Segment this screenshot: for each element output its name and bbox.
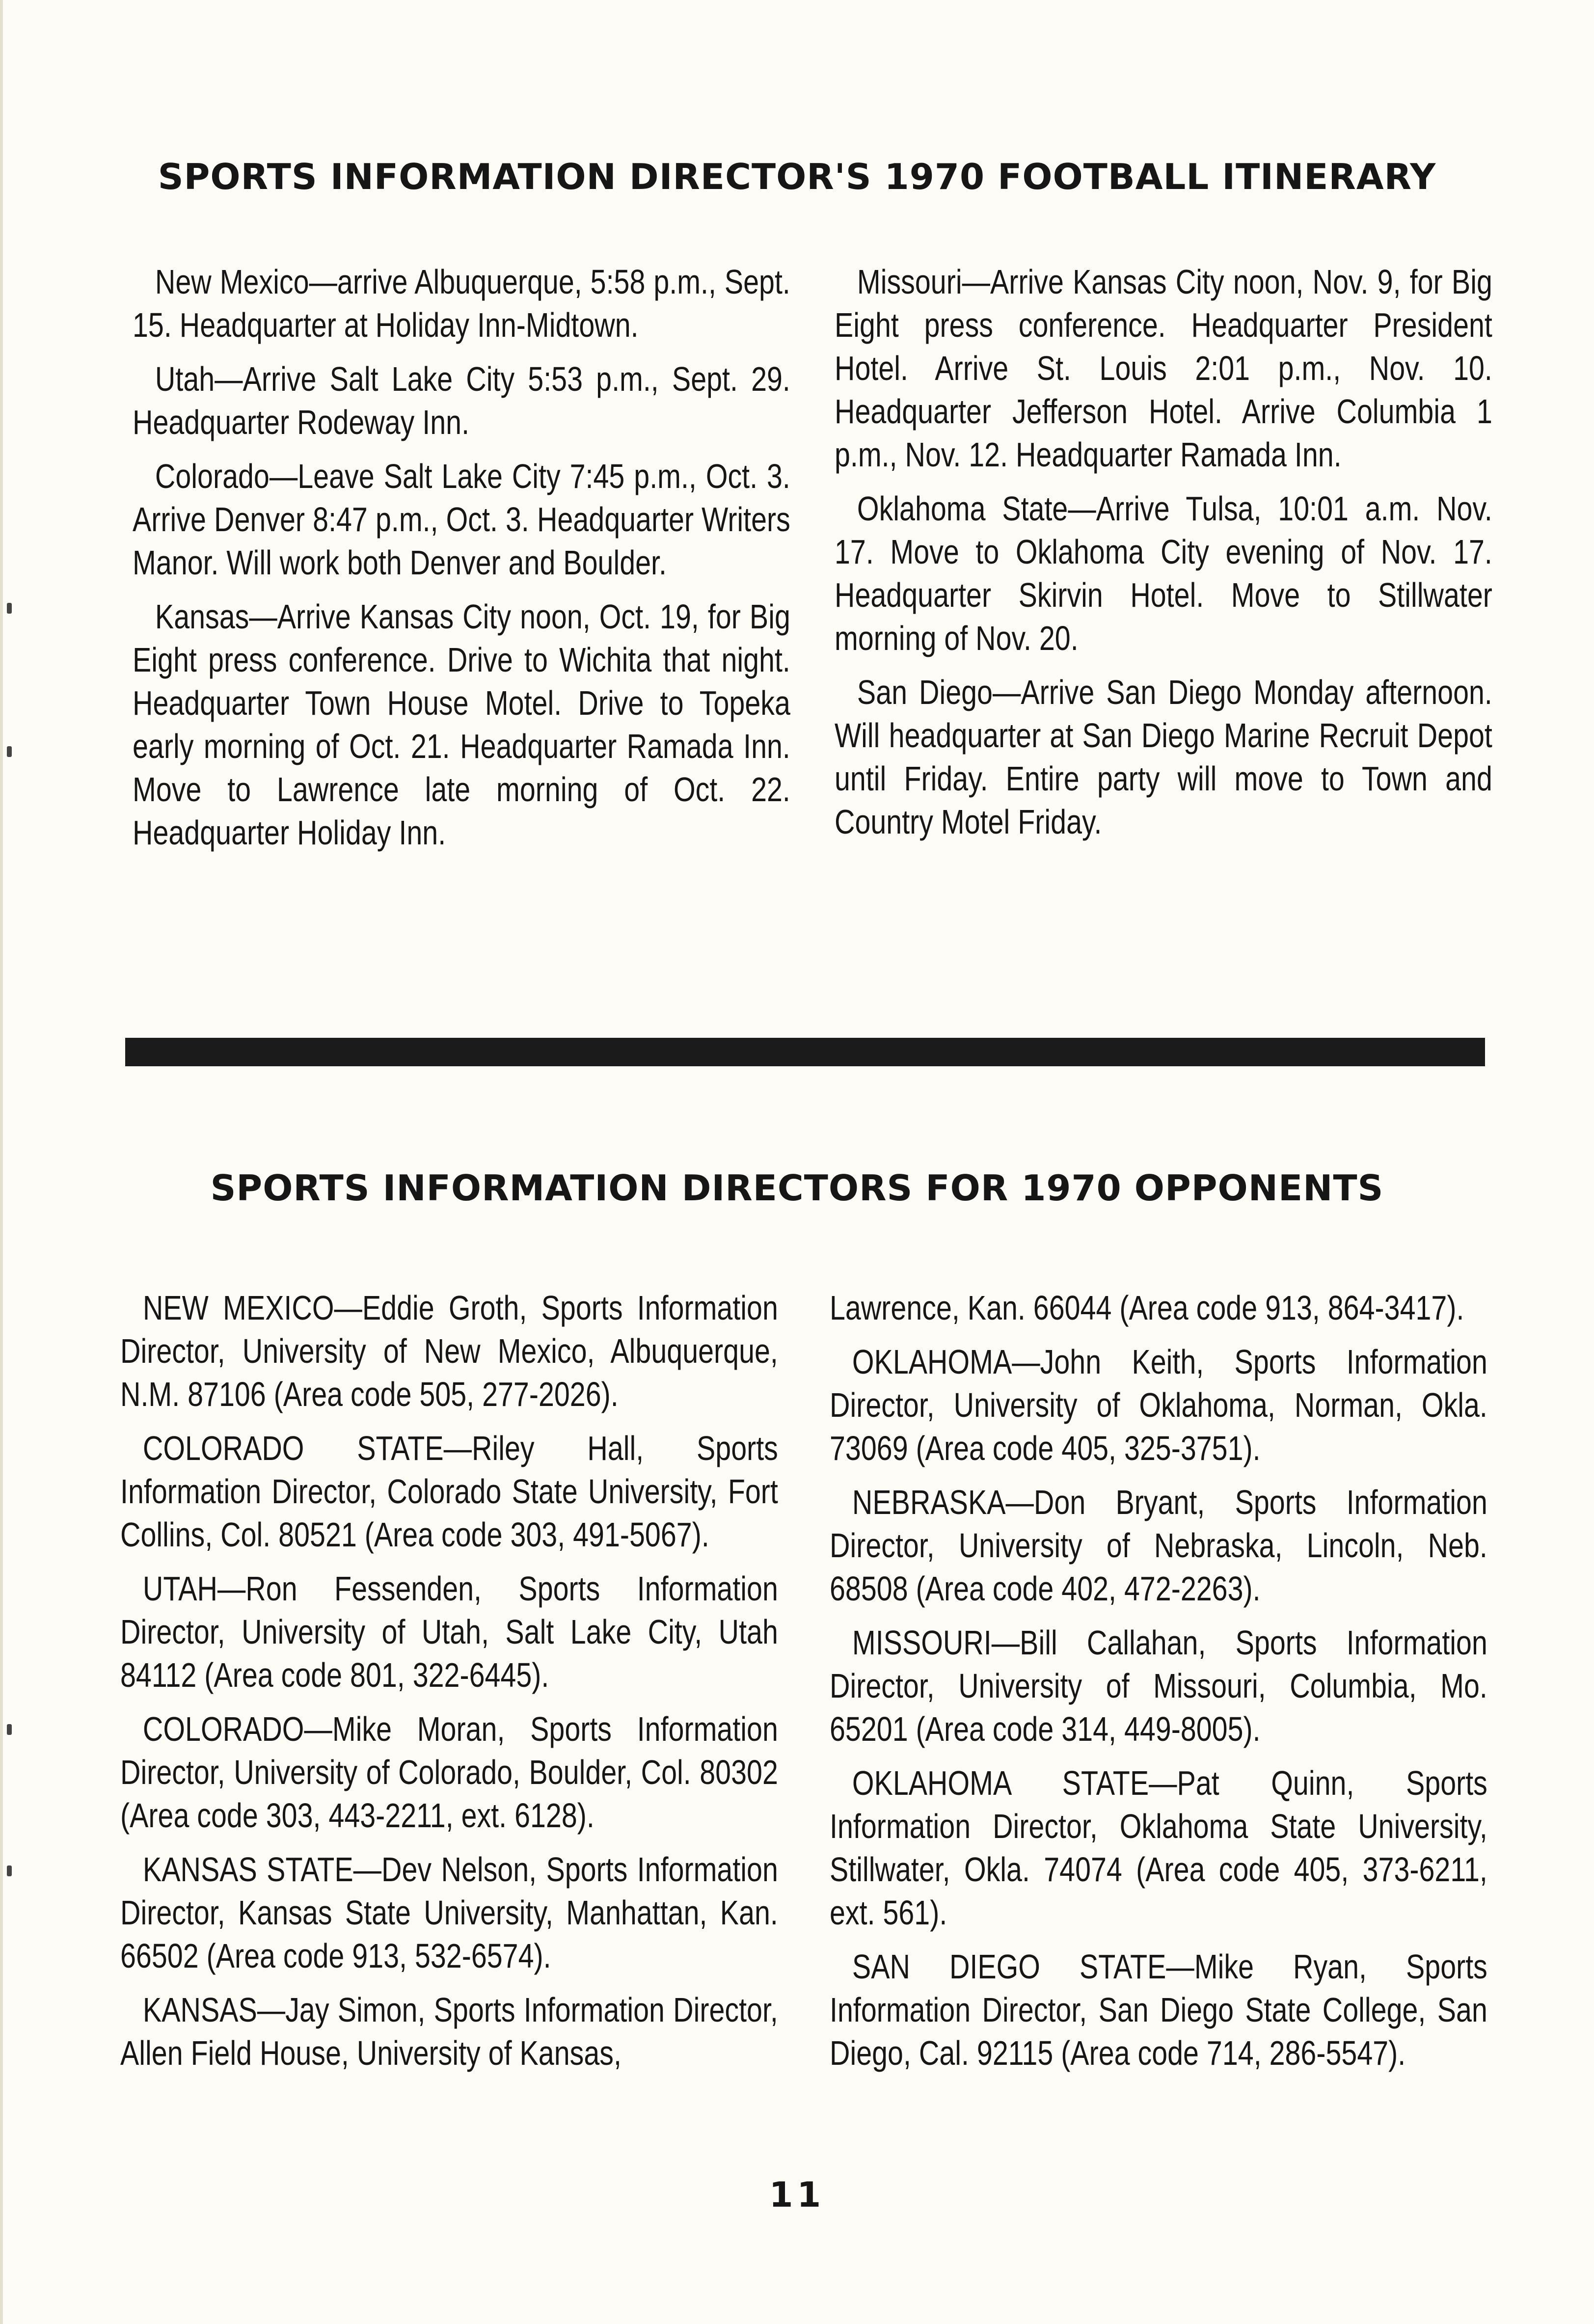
itinerary-paragraph-kansas: Kansas—Arrive Kansas City noon, Oct. 19, for Big Eight press conference. Drive to Wichita that night. Headquarter Town House Motel. Drive to Topeka early morning of Oct. 21. Headquarter Ramada Inn. Move to Lawrence late morning of Oct. 22. Headquarter Holiday Inn. [133,597,790,852]
opponent-entry-kansas-state: KANSAS STATE—Dev Nelson, Sports Information Director, Kansas State University, Manhattan, Kan. 66502 (Area code 913, 532-6574). [120,1850,778,1975]
itinerary-paragraph-san-diego: San Diego—Arrive San Diego Monday afternoon. Will headquarter at San Diego Marine Recruit Depot until Friday. Entire party will move to Town and Country Motel Friday. [835,673,1492,841]
opponent-entry-kansas: KANSAS—Jay Simon, Sports Information Director, Allen Field House, University of Kansas, [120,1991,778,2072]
opponents-title: SPORTS INFORMATION DIRECTORS FOR 1970 OPPONENTS [210,1167,1384,1209]
opponents-left-column [120,1286,778,2085]
binding-mark [7,1724,12,1735]
opponent-entry-oklahoma: OKLAHOMA—John Keith, Sports Information Director, University of Oklahoma, Norman, Okla. 73069 (Area code 405, 325-3751). [830,1343,1487,1467]
binding-mark [7,603,12,614]
binding-mark [7,1865,12,1876]
opponent-entry-colorado: COLORADO—Mike Moran, Sports Information Director, University of Colorado, Boulder, Col. 80302 (Area code 303, 443-2211, ext. 6128). [120,1710,778,1835]
page-spine [0,0,3,2324]
itinerary-right-column [835,260,1492,854]
itinerary-paragraph-utah: Utah—Arrive Salt Lake City 5:53 p.m., Sept. 29. Headquarter Rodeway Inn. [133,360,790,441]
binding-mark [7,746,12,757]
opponent-entry-nebraska: NEBRASKA—Don Bryant, Sports Information Director, University of Nebraska, Lincoln, Neb. 68508 (Area code 402, 472-2263). [830,1483,1487,1608]
opponent-entry-san-diego-state: SAN DIEGO STATE—Mike Ryan, Sports Information Director, San Diego State College, San Diego, Cal. 92115 (Area code 714, 286-5547). [830,1947,1487,2072]
section-divider [125,1038,1485,1066]
itinerary-paragraph-new-mexico: New Mexico—arrive Albuquerque, 5:58 p.m., Sept. 15. Headquarter at Holiday Inn-Midtown. [133,263,790,344]
opponent-entry-oklahoma-state: OKLAHOMA STATE—Pat Quinn, Sports Information Director, Oklahoma State University, Stillwater, Okla. 74074 (Area code 405, 373-6211, ext. 561). [830,1764,1487,1932]
opponent-entry-new-mexico: NEW MEXICO—Eddie Groth, Sports Information Director, University of New Mexico, Albuquerque, N.M. 87106 (Area code 505, 277-2026). [120,1289,778,1413]
itinerary-paragraph-colorado: Colorado—Leave Salt Lake City 7:45 p.m., Oct. 3. Arrive Denver 8:47 p.m., Oct. 3. Headquarter Writers Manor. Will work both Denver and Boulder. [133,457,790,582]
opponent-entry-kansas-continued: Lawrence, Kan. 66044 (Area code 913, 864-3417). [830,1289,1464,1327]
opponent-entry-colorado-state: COLORADO STATE—Riley Hall, Sports Information Director, Colorado State University, Fort Collins, Col. 80521 (Area code 303, 491-5067). [120,1429,778,1554]
itinerary-paragraph-oklahoma-state: Oklahoma State—Arrive Tulsa, 10:01 a.m. Nov. 17. Move to Oklahoma City evening of Nov. 17. Headquarter Skirvin Hotel. Move to Stillwater morning of Nov. 20. [835,489,1492,657]
opponent-entry-missouri: MISSOURI—Bill Callahan, Sports Information Director, University of Missouri, Columbia, Mo. 65201 (Area code 314, 449-8005). [830,1623,1487,1748]
itinerary-title: SPORTS INFORMATION DIRECTOR'S 1970 FOOTBALL ITINERARY [158,156,1436,197]
itinerary-paragraph-missouri: Missouri—Arrive Kansas City noon, Nov. 9, for Big Eight press conference. Headquarter President Hotel. Arrive St. Louis 2:01 p.m., Nov. 10. Headquarter Jefferson Hotel. Arrive Columbia 1 p.m., Nov. 12. Headquarter Ramada Inn. [835,263,1492,474]
opponent-entry-utah: UTAH—Ron Fessenden, Sports Information Director, University of Utah, Salt Lake City, Utah 84112 (Area code 801, 322-6445). [120,1569,778,1694]
opponents-right-column [830,1286,1487,2085]
page-number: 11 [769,2175,825,2215]
itinerary-left-column [133,260,790,865]
